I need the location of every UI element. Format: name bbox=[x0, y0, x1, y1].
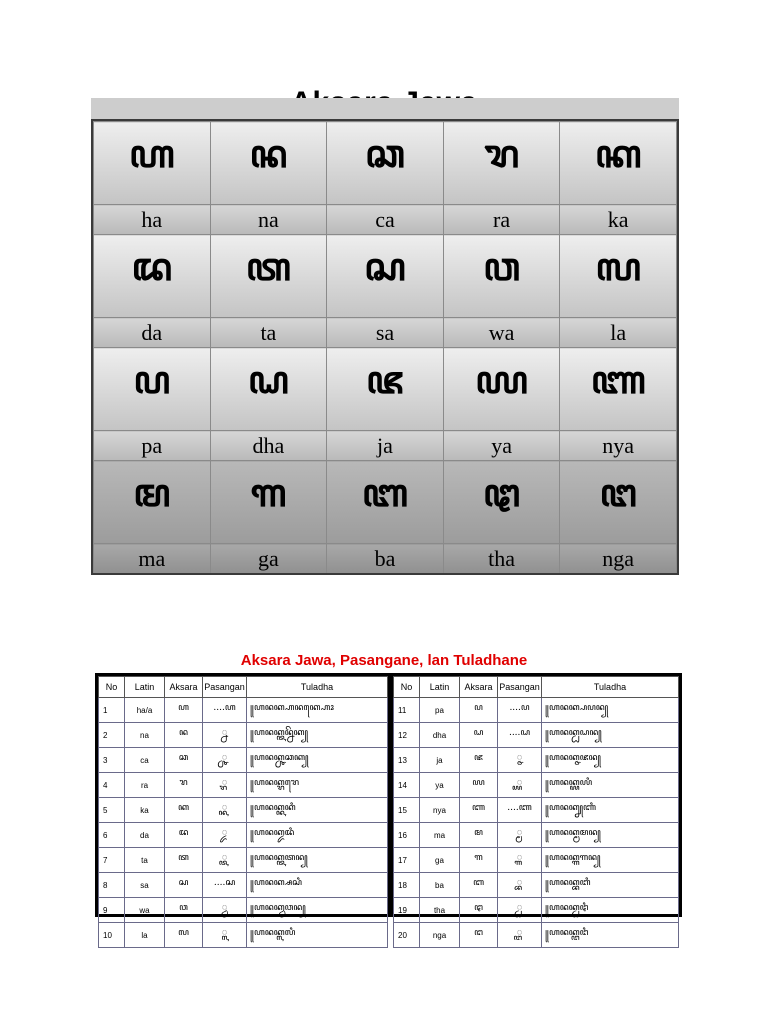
cell-aksara: ꦏ bbox=[165, 798, 203, 823]
cell-aksara: ꦗ bbox=[460, 748, 498, 773]
cell-pasangan: ꧀ꦤ bbox=[203, 723, 247, 748]
cell-aksara: ꦢ bbox=[165, 823, 203, 848]
cell-no: 20 bbox=[394, 923, 420, 948]
aksara-glyph: ꦫ bbox=[443, 122, 560, 205]
cell-latin: ba bbox=[420, 873, 460, 898]
aksara-latin-label: ha bbox=[94, 205, 211, 235]
column-header: Pasangan bbox=[203, 677, 247, 698]
cell-tuladha: ꧋ꦲꦤꦏ꧀ꦒꦒꦤ꧀ bbox=[542, 848, 679, 873]
cell-no: 3 bbox=[99, 748, 125, 773]
cell-latin: nga bbox=[420, 923, 460, 948]
aksara-glyph: ꦔ bbox=[560, 461, 677, 544]
cell-latin: ca bbox=[125, 748, 165, 773]
aksara-latin-label: ba bbox=[327, 544, 444, 574]
aksara-grid-table bbox=[93, 121, 677, 574]
cell-pasangan: ....ꦝ bbox=[498, 723, 542, 748]
cell-pasangan: ....ꦱ bbox=[203, 873, 247, 898]
cell-no: 18 bbox=[394, 873, 420, 898]
table-row bbox=[394, 898, 679, 923]
cell-tuladha: ꧋ꦲꦤꦏ꧀ꦥꦥꦤ꧀ bbox=[542, 698, 679, 723]
cell-aksara: ꦝ bbox=[460, 723, 498, 748]
cell-no: 5 bbox=[99, 798, 125, 823]
column-header: No bbox=[394, 677, 420, 698]
pasangan-table-right bbox=[390, 673, 682, 940]
cell-no: 11 bbox=[394, 698, 420, 723]
cell-no: 19 bbox=[394, 898, 420, 923]
cell-tuladha: ꧋ꦲꦤꦏ꧀ꦱꦱꦶ bbox=[247, 873, 388, 898]
cell-latin: pa bbox=[420, 698, 460, 723]
cell-aksara: ꦚ bbox=[460, 798, 498, 823]
cell-no: 8 bbox=[99, 873, 125, 898]
aksara-latin-label: ta bbox=[210, 318, 327, 348]
aksara-glyph: ꦕ bbox=[327, 122, 444, 205]
cell-aksara: ꦒ bbox=[460, 848, 498, 873]
table-row bbox=[394, 848, 679, 873]
table-row bbox=[99, 898, 388, 923]
aksara-latin-label: ra bbox=[443, 205, 560, 235]
aksara-glyph: ꦢ bbox=[94, 235, 211, 318]
aksara-glyph: ꦱ bbox=[327, 235, 444, 318]
aksara-glyph: ꦤ bbox=[210, 122, 327, 205]
cell-pasangan: ꧀ꦢ bbox=[203, 823, 247, 848]
cell-tuladha: ꧋ꦲꦤꦏ꧀ꦭꦭꦶ bbox=[247, 923, 388, 948]
cell-pasangan: ....ꦲ bbox=[203, 698, 247, 723]
cell-no: 6 bbox=[99, 823, 125, 848]
cell-no: 7 bbox=[99, 848, 125, 873]
cell-pasangan: ꧀ꦧ bbox=[498, 873, 542, 898]
table-row bbox=[99, 748, 388, 773]
column-header: No bbox=[99, 677, 125, 698]
aksara-glyph: ꦧ bbox=[327, 461, 444, 544]
table-row bbox=[394, 823, 679, 848]
cell-pasangan: ꧀ꦩ bbox=[498, 823, 542, 848]
cell-aksara: ꦠ bbox=[165, 848, 203, 873]
cell-latin: dha bbox=[420, 723, 460, 748]
aksara-glyph: ꦝ bbox=[210, 348, 327, 431]
cell-aksara: ꦧ bbox=[460, 873, 498, 898]
cell-aksara: ꦫ bbox=[165, 773, 203, 798]
cell-pasangan: ꧀ꦗ bbox=[498, 748, 542, 773]
aksara-glyph: ꦠ bbox=[210, 235, 327, 318]
cell-tuladha: ꧋ꦲꦤꦏ꧀ꦩꦩꦤ꧀ bbox=[542, 823, 679, 848]
cell-aksara: ꦪ bbox=[460, 773, 498, 798]
aksara-glyph: ꦏ bbox=[560, 122, 677, 205]
cell-latin: ta bbox=[125, 848, 165, 873]
aksara-latin-label: tha bbox=[443, 544, 560, 574]
table-row bbox=[394, 798, 679, 823]
cell-no: 10 bbox=[99, 923, 125, 948]
cell-aksara: ꦭ bbox=[165, 923, 203, 948]
cell-pasangan: ꧀ꦮ bbox=[203, 898, 247, 923]
table-row bbox=[99, 923, 388, 948]
cell-no: 15 bbox=[394, 798, 420, 823]
column-header: Tuladha bbox=[542, 677, 679, 698]
aksara-latin-label: ja bbox=[327, 431, 444, 461]
cell-tuladha: ꧋ꦲꦤꦏ꧀ꦝꦝꦤ꧀ bbox=[542, 723, 679, 748]
cell-tuladha: ꧋ꦲꦤꦏ꧀ꦠꦠꦤ꧀ bbox=[247, 848, 388, 873]
aksara-latin-label: nya bbox=[560, 431, 677, 461]
cell-latin: ma bbox=[420, 823, 460, 848]
table-row bbox=[99, 773, 388, 798]
table-row bbox=[99, 723, 388, 748]
aksara-latin-label: sa bbox=[327, 318, 444, 348]
cell-aksara: ꦕ bbox=[165, 748, 203, 773]
aksara-glyph: ꦒ bbox=[210, 461, 327, 544]
cell-latin: la bbox=[125, 923, 165, 948]
cell-latin: sa bbox=[125, 873, 165, 898]
aksara-glyph: ꦥ bbox=[94, 348, 211, 431]
cell-aksara: ꦔ bbox=[460, 923, 498, 948]
cell-pasangan: ꧀ꦭ bbox=[203, 923, 247, 948]
aksara-latin-label: ka bbox=[560, 205, 677, 235]
column-header: Latin bbox=[420, 677, 460, 698]
table-row bbox=[99, 873, 388, 898]
aksara-latin-label: wa bbox=[443, 318, 560, 348]
cell-tuladha: ꧋ꦲꦤꦏ꧀ꦠꦤ꧀ꦤꦼꦏ꧀ bbox=[247, 723, 388, 748]
column-header: Aksara bbox=[165, 677, 203, 698]
table-row bbox=[99, 848, 388, 873]
cell-tuladha: ꧋ꦲꦤꦏ꧀ꦚꦚꦶ bbox=[542, 798, 679, 823]
cell-aksara: ꦮ bbox=[165, 898, 203, 923]
cell-tuladha: ꧋ꦲꦤꦏ꧀ꦕꦕꦏ꧀ bbox=[247, 748, 388, 773]
column-header: Pasangan bbox=[498, 677, 542, 698]
column-header: Latin bbox=[125, 677, 165, 698]
table-row bbox=[99, 823, 388, 848]
cell-aksara: ꦩ bbox=[460, 823, 498, 848]
cell-pasangan: ꧀ꦔ bbox=[498, 923, 542, 948]
table-row bbox=[99, 698, 388, 723]
table-row bbox=[394, 748, 679, 773]
grid-header-shade bbox=[91, 98, 679, 120]
cell-tuladha: ꧋ꦲꦤꦏ꧀ꦔꦔꦶ bbox=[542, 923, 679, 948]
cell-pasangan: ꧀ꦛ bbox=[498, 898, 542, 923]
cell-tuladha: ꧋ꦲꦤꦏ꧀ꦮꦮꦤ꧀ bbox=[247, 898, 388, 923]
cell-tuladha: ꧋ꦲꦤꦏ꧀ꦫꦫꦺ bbox=[247, 773, 388, 798]
table-title: Aksara Jawa, Pasangane, lan Tuladhane bbox=[240, 652, 528, 669]
cell-latin: tha bbox=[420, 898, 460, 923]
column-header: Tuladha bbox=[247, 677, 388, 698]
cell-latin: ha/a bbox=[125, 698, 165, 723]
table-row bbox=[394, 873, 679, 898]
table-row bbox=[394, 698, 679, 723]
aksara-glyph: ꦭ bbox=[560, 235, 677, 318]
aksara-latin-label: la bbox=[560, 318, 677, 348]
aksara-latin-label: na bbox=[210, 205, 327, 235]
aksara-latin-label: dha bbox=[210, 431, 327, 461]
cell-no: 17 bbox=[394, 848, 420, 873]
aksara-latin-label: da bbox=[94, 318, 211, 348]
table-row bbox=[394, 723, 679, 748]
cell-pasangan: ....ꦚ bbox=[498, 798, 542, 823]
aksara-latin-label: ca bbox=[327, 205, 444, 235]
cell-no: 12 bbox=[394, 723, 420, 748]
column-header: Aksara bbox=[460, 677, 498, 698]
cell-no: 1 bbox=[99, 698, 125, 723]
cell-no: 9 bbox=[99, 898, 125, 923]
cell-tuladha: ꧋ꦲꦤꦏ꧀ꦧꦧꦶ bbox=[542, 873, 679, 898]
aksara-glyph: ꦩ bbox=[94, 461, 211, 544]
cell-tuladha: ꧋ꦲꦤꦏ꧀ꦲꦤꦏ꧀ꦲꦺꦴ bbox=[247, 698, 388, 723]
cell-pasangan: ....ꦥ bbox=[498, 698, 542, 723]
cell-tuladha: ꧋ꦲꦤꦏ꧀ꦗꦗꦤ꧀ bbox=[542, 748, 679, 773]
cell-tuladha: ꧋ꦲꦤꦏ꧀ꦛꦛꦶ bbox=[542, 898, 679, 923]
aksara-latin-label: ma bbox=[94, 544, 211, 574]
aksara-latin-label: ga bbox=[210, 544, 327, 574]
cell-aksara: ꦲ bbox=[165, 698, 203, 723]
cell-aksara: ꦤ bbox=[165, 723, 203, 748]
cell-latin: da bbox=[125, 823, 165, 848]
pasangan-table-left bbox=[95, 673, 391, 940]
cell-tuladha: ꧋ꦲꦤꦏ꧀ꦢꦢꦶ bbox=[247, 823, 388, 848]
table-row bbox=[99, 798, 388, 823]
cell-pasangan: ꧀ꦏ bbox=[203, 798, 247, 823]
cell-tuladha: ꧋ꦲꦤꦏ꧀ꦏꦏꦶ bbox=[247, 798, 388, 823]
aksara-glyph: ꦲ bbox=[94, 122, 211, 205]
cell-aksara: ꦛ bbox=[460, 898, 498, 923]
cell-latin: ga bbox=[420, 848, 460, 873]
cell-latin: ya bbox=[420, 773, 460, 798]
cell-pasangan: ꧀ꦒ bbox=[498, 848, 542, 873]
aksara-glyph: ꦗ bbox=[327, 348, 444, 431]
table-row bbox=[394, 923, 679, 948]
aksara-latin-label: pa bbox=[94, 431, 211, 461]
cell-latin: ra bbox=[125, 773, 165, 798]
cell-pasangan: ꧀ꦫ bbox=[203, 773, 247, 798]
cell-no: 2 bbox=[99, 723, 125, 748]
cell-tuladha: ꧋ꦲꦤꦏ꧀ꦪꦪꦶ bbox=[542, 773, 679, 798]
cell-no: 16 bbox=[394, 823, 420, 848]
cell-latin: ka bbox=[125, 798, 165, 823]
cell-pasangan: ꧀ꦠ bbox=[203, 848, 247, 873]
cell-no: 4 bbox=[99, 773, 125, 798]
cell-no: 14 bbox=[394, 773, 420, 798]
cell-aksara: ꦥ bbox=[460, 698, 498, 723]
aksara-glyph: ꦪ bbox=[443, 348, 560, 431]
aksara-glyph: ꦮ bbox=[443, 235, 560, 318]
aksara-latin-label: ya bbox=[443, 431, 560, 461]
cell-latin: nya bbox=[420, 798, 460, 823]
cell-aksara: ꦱ bbox=[165, 873, 203, 898]
cell-no: 13 bbox=[394, 748, 420, 773]
aksara-glyph: ꦚ bbox=[560, 348, 677, 431]
cell-latin: na bbox=[125, 723, 165, 748]
cell-pasangan: ꧀ꦪ bbox=[498, 773, 542, 798]
cell-pasangan: ꧀ꦕ bbox=[203, 748, 247, 773]
aksara-latin-label: nga bbox=[560, 544, 677, 574]
aksara-grid bbox=[91, 119, 679, 575]
cell-latin: ja bbox=[420, 748, 460, 773]
aksara-glyph: ꦛ bbox=[443, 461, 560, 544]
cell-latin: wa bbox=[125, 898, 165, 923]
table-row bbox=[394, 773, 679, 798]
